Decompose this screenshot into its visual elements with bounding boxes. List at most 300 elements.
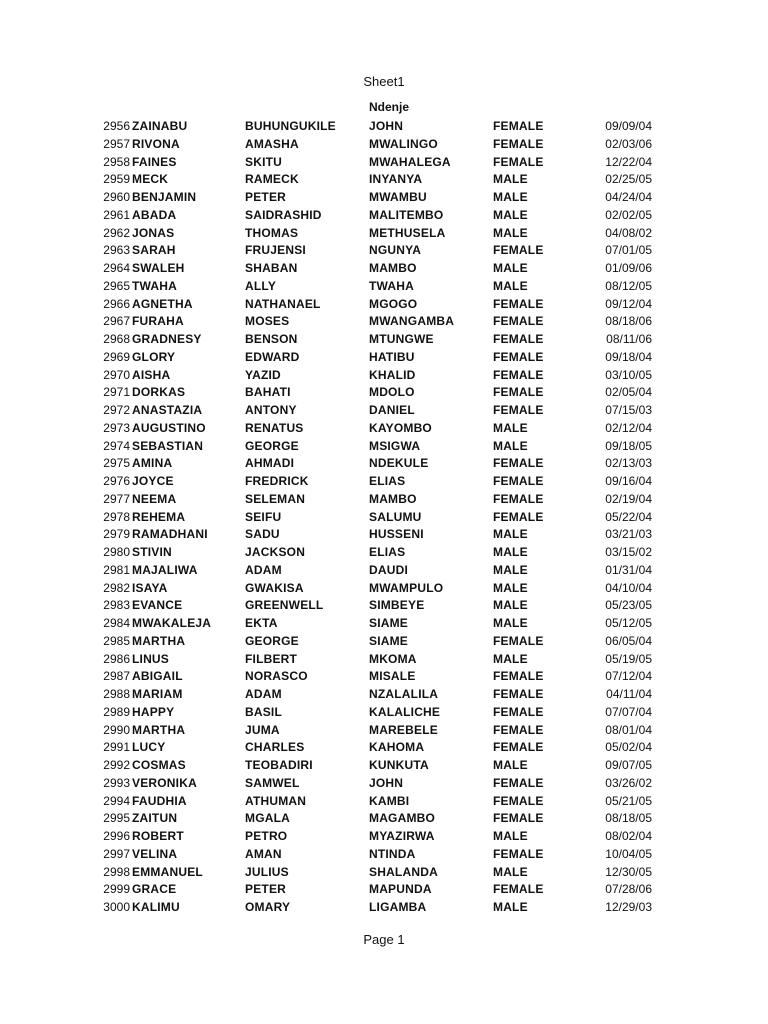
table-row [0,207,768,225]
table-row [0,864,768,882]
last-name: MSIGWA [369,438,421,453]
date: 12/29/03 [605,900,652,914]
last-name: MISALE [369,669,416,684]
date: 03/15/02 [605,545,652,559]
gender: FEMALE [493,403,544,417]
table-row [0,438,768,456]
last-name: MAREBELE [369,722,438,737]
last-name: MYAZIRWA [369,829,435,843]
middle-name: JULIUS [245,864,289,879]
table-row [0,118,768,136]
first-name: MECK [132,172,169,187]
row-id: 2959 [103,172,130,187]
middle-name: GEORGE [245,438,299,453]
gender: MALE [493,829,528,843]
middle-name: FRUJENSI [245,243,306,258]
last-name: NZALALILA [369,687,439,701]
table-row [0,651,768,669]
gender: FEMALE [493,491,544,506]
last-name: METHUSELA [369,225,446,240]
last-name: INYANYA [369,172,423,187]
table-row [0,668,768,686]
gender: FEMALE [493,509,544,524]
table-row [0,367,768,385]
table-row [0,313,768,331]
gender: MALE [493,758,528,772]
row-id: 2979 [103,527,130,542]
gender: FEMALE [493,385,544,400]
gender: FEMALE [493,136,544,151]
row-id: 2960 [103,190,130,204]
middle-name: MGALA [245,811,290,826]
date: 02/13/03 [605,456,652,471]
gender: MALE [493,598,528,613]
middle-name: FILBERT [245,651,298,666]
date: 08/11/06 [606,332,652,346]
first-name: RIVONA [132,136,180,151]
table-row [0,544,768,562]
date: 05/12/05 [605,616,652,630]
gender: FEMALE [493,775,544,790]
first-name: FAUDHIA [132,793,187,808]
table-row [0,455,768,473]
date: 04/11/04 [606,687,652,701]
middle-name: BAHATI [245,385,291,400]
middle-name: PETRO [245,829,288,843]
date: 07/15/03 [605,403,652,417]
date: 09/12/04 [605,296,652,311]
last-name: MKOMA [369,651,417,666]
date: 12/30/05 [605,864,652,879]
middle-name: SAIDRASHID [245,207,322,222]
date: 12/22/04 [605,154,652,169]
table-row [0,615,768,633]
last-name: MAPUNDA [369,882,432,897]
row-id: 2967 [103,314,130,329]
middle-name: BENSON [245,332,298,346]
gender: MALE [493,207,528,222]
first-name: ZAITUN [132,811,178,826]
row-id: 2996 [103,829,130,843]
middle-name: SADU [245,527,280,542]
last-name: NGUNYA [369,243,422,258]
gender: MALE [493,616,528,630]
column-header: Ndenje [369,100,410,114]
row-id: 2968 [103,332,130,346]
date: 08/12/05 [605,278,652,293]
first-name: AGNETHA [132,296,193,311]
first-name: ANASTAZIA [132,403,203,417]
row-id: 2966 [103,296,130,311]
row-id: 2956 [103,119,130,133]
table-row [0,899,768,917]
middle-name: FREDRICK [245,474,309,488]
row-id: 2987 [103,669,130,684]
last-name: HATIBU [369,349,415,364]
gender: MALE [493,438,528,453]
first-name: GRADNESY [132,332,202,346]
first-name: EVANCE [132,598,183,613]
first-name: TWAHA [132,278,177,293]
middle-name: EKTA [245,616,278,630]
last-name: SIAME [369,633,409,648]
table-row [0,881,768,899]
table-row [0,722,768,740]
middle-name: ADAM [245,562,282,577]
first-name: JONAS [132,225,175,240]
gender: FEMALE [493,846,544,861]
row-id: 2970 [103,367,130,382]
date: 09/16/04 [605,474,652,488]
gender: FEMALE [493,296,544,311]
first-name: AUGUSTINO [132,420,206,435]
row-id: 2986 [103,651,130,666]
middle-name: GREENWELL [245,598,324,613]
row-id: 2983 [103,598,130,613]
table-row [0,491,768,509]
gender: FEMALE [493,474,544,488]
row-id: 2997 [103,846,130,861]
last-name: MWAMBU [369,190,427,204]
row-id: 2985 [103,633,130,648]
first-name: DORKAS [132,385,186,400]
middle-name: YAZID [245,367,281,382]
middle-name: NATHANAEL [245,296,321,311]
last-name: MDOLO [369,385,415,400]
row-id: 2990 [103,722,130,737]
first-name: ROBERT [132,829,184,843]
middle-name: AMASHA [245,136,299,151]
last-name: KHALID [369,367,416,382]
gender: MALE [493,527,528,542]
last-name: MAMBO [369,491,417,506]
gender: MALE [493,562,528,577]
first-name: MWAKALEJA [132,616,212,630]
middle-name: RAMECK [245,172,299,187]
gender: MALE [493,225,528,240]
gender: FEMALE [493,349,544,364]
gender: FEMALE [493,722,544,737]
data-table [0,118,768,917]
middle-name: ANTONY [245,403,297,417]
date: 02/19/04 [605,491,652,506]
last-name: MTUNGWE [369,332,434,346]
date: 08/18/06 [605,314,652,329]
last-name: SIAME [369,616,409,630]
gender: FEMALE [493,314,544,329]
row-id: 2976 [103,474,130,488]
middle-name: RENATUS [245,420,304,435]
table-row [0,171,768,189]
date: 08/02/04 [605,829,652,843]
first-name: VELINA [132,846,178,861]
first-name: NEEMA [132,491,177,506]
gender: FEMALE [493,740,544,755]
date: 04/08/02 [605,225,652,240]
first-name: ZAINABU [132,119,188,133]
table-row [0,278,768,296]
gender: FEMALE [493,154,544,169]
table-row [0,757,768,775]
first-name: FURAHA [132,314,184,329]
date: 09/18/05 [605,438,652,453]
row-id: 2974 [103,438,130,453]
last-name: NTINDA [369,846,416,861]
date: 09/18/04 [605,349,652,364]
middle-name: SAMWEL [245,775,300,790]
date: 04/24/04 [605,190,652,204]
first-name: MARTHA [132,722,186,737]
first-name: MARIAM [132,687,183,701]
last-name: KAYOMBO [369,420,432,435]
first-name: LUCY [132,740,166,755]
row-id: 2995 [103,811,130,826]
middle-name: GEORGE [245,633,299,648]
date: 09/09/04 [605,119,652,133]
date: 07/01/05 [605,243,652,258]
gender: MALE [493,278,528,293]
table-row [0,260,768,278]
first-name: GLORY [132,349,176,364]
first-name: JOYCE [132,474,174,488]
date: 02/25/05 [605,172,652,187]
table-row [0,242,768,260]
gender: FEMALE [493,882,544,897]
row-id: 2991 [103,740,130,755]
table-row [0,296,768,314]
middle-name: ATHUMAN [245,793,307,808]
sheet-title: Sheet1 [363,74,405,89]
middle-name: THOMAS [245,225,299,240]
table-row [0,154,768,172]
gender: FEMALE [493,687,544,701]
first-name: ABIGAIL [132,669,183,684]
date: 09/07/05 [605,758,652,772]
row-id: 2981 [103,562,130,577]
table-row [0,793,768,811]
date: 01/31/04 [605,562,652,577]
date: 02/03/06 [605,136,652,151]
row-id: 3000 [103,900,130,914]
table-row [0,739,768,757]
first-name: SWALEH [132,261,185,275]
middle-name: OMARY [245,900,291,914]
row-id: 2984 [103,616,130,630]
middle-name: SEIFU [245,509,282,524]
row-id: 2989 [103,704,130,719]
last-name: MWANGAMBA [369,314,455,329]
first-name: COSMAS [132,758,186,772]
table-row [0,686,768,704]
date: 05/21/05 [605,793,652,808]
first-name: VERONIKA [132,775,197,790]
table-row [0,136,768,154]
first-name: SARAH [132,243,176,258]
row-id: 2964 [103,261,130,275]
row-id: 2978 [103,509,130,524]
first-name: REHEMA [132,509,186,524]
row-id: 2965 [103,278,130,293]
gender: FEMALE [493,669,544,684]
table-row [0,828,768,846]
row-id: 2962 [103,225,130,240]
table-row [0,349,768,367]
middle-name: JACKSON [245,545,306,559]
gender: FEMALE [493,456,544,471]
gender: FEMALE [493,243,544,258]
last-name: KUNKUTA [369,758,429,772]
last-name: SHALANDA [369,864,438,879]
row-id: 2982 [103,580,130,595]
date: 05/23/05 [605,598,652,613]
middle-name: NORASCO [245,669,308,684]
last-name: SIMBEYE [369,598,425,613]
first-name: RAMADHANI [132,527,208,542]
middle-name: TEOBADIRI [245,758,313,772]
last-name: KAMBI [369,793,410,808]
middle-name: PETER [245,190,287,204]
first-name: MARTHA [132,633,186,648]
last-name: MAGAMBO [369,811,436,826]
row-id: 2998 [103,864,130,879]
table-row [0,633,768,651]
date: 07/12/04 [605,669,652,684]
table-row [0,810,768,828]
last-name: MGOGO [369,296,418,311]
date: 05/22/04 [605,509,652,524]
middle-name: ADAM [245,687,282,701]
date: 05/19/05 [605,651,652,666]
middle-name: PETER [245,882,287,897]
last-name: DANIEL [369,403,415,417]
gender: FEMALE [493,119,544,133]
first-name: LINUS [132,651,169,666]
middle-name: EDWARD [245,349,300,364]
last-name: MWALINGO [369,136,438,151]
row-id: 2994 [103,793,130,808]
page-footer: Page 1 [363,932,405,947]
row-id: 2958 [103,154,130,169]
table-row [0,189,768,207]
date: 03/21/03 [605,527,652,542]
table-row [0,846,768,864]
date: 02/05/04 [605,385,652,400]
first-name: ISAYA [132,580,168,595]
date: 08/01/04 [605,722,652,737]
gender: FEMALE [493,811,544,826]
table-row [0,384,768,402]
last-name: DAUDI [369,562,408,577]
last-name: SALUMU [369,509,422,524]
row-id: 2961 [103,207,130,222]
first-name: BENJAMIN [132,190,197,204]
last-name: NDEKULE [369,456,429,471]
table-row [0,402,768,420]
gender: MALE [493,900,528,914]
row-id: 2988 [103,687,130,701]
gender: MALE [493,864,528,879]
first-name: SEBASTIAN [132,438,204,453]
row-id: 2975 [103,456,130,471]
last-name: JOHN [369,119,404,133]
date: 10/04/05 [605,846,652,861]
row-id: 2999 [103,882,130,897]
row-id: 2972 [103,403,130,417]
gender: MALE [493,420,528,435]
table-row [0,509,768,527]
table-row [0,562,768,580]
gender: MALE [493,190,528,204]
date: 06/05/04 [605,633,652,648]
row-id: 2963 [103,243,130,258]
middle-name: BASIL [245,704,282,719]
date: 03/10/05 [605,367,652,382]
last-name: MALITEMBO [369,207,444,222]
middle-name: AMAN [245,846,282,861]
first-name: ABADA [132,207,177,222]
middle-name: ALLY [245,278,277,293]
first-name: MAJALIWA [132,562,198,577]
row-id: 2980 [103,545,130,559]
gender: MALE [493,651,528,666]
first-name: FAINES [132,154,177,169]
table-row [0,526,768,544]
row-id: 2993 [103,775,130,790]
first-name: AMINA [132,456,173,471]
first-name: HAPPY [132,704,175,719]
middle-name: SKITU [245,154,282,169]
table-row [0,420,768,438]
first-name: KALIMU [132,900,180,914]
date: 07/28/06 [605,882,652,897]
last-name: JOHN [369,775,404,790]
row-id: 2957 [103,136,130,151]
last-name: MWAMPULO [369,580,444,595]
gender: MALE [493,545,528,559]
gender: FEMALE [493,332,544,346]
last-name: KALALICHE [369,704,441,719]
gender: FEMALE [493,793,544,808]
last-name: KAHOMA [369,740,425,755]
row-id: 2973 [103,420,130,435]
first-name: STIVIN [132,545,172,559]
gender: MALE [493,580,528,595]
middle-name: AHMADI [245,456,295,471]
table-row [0,580,768,598]
last-name: MAMBO [369,261,417,275]
middle-name: SELEMAN [245,491,306,506]
gender: FEMALE [493,633,544,648]
first-name: EMMANUEL [132,864,203,879]
first-name: AISHA [132,367,171,382]
last-name: TWAHA [369,278,414,293]
date: 08/18/05 [605,811,652,826]
row-id: 2971 [103,385,130,400]
table-row [0,225,768,243]
date: 05/02/04 [605,740,652,755]
row-id: 2969 [103,349,130,364]
last-name: ELIAS [369,474,406,488]
row-id: 2977 [103,491,130,506]
date: 01/09/06 [605,261,652,275]
last-name: LIGAMBA [369,900,427,914]
middle-name: JUMA [245,722,280,737]
table-row [0,704,768,722]
middle-name: CHARLES [245,740,305,755]
table-row [0,331,768,349]
last-name: ELIAS [369,545,406,559]
date: 03/26/02 [605,775,652,790]
